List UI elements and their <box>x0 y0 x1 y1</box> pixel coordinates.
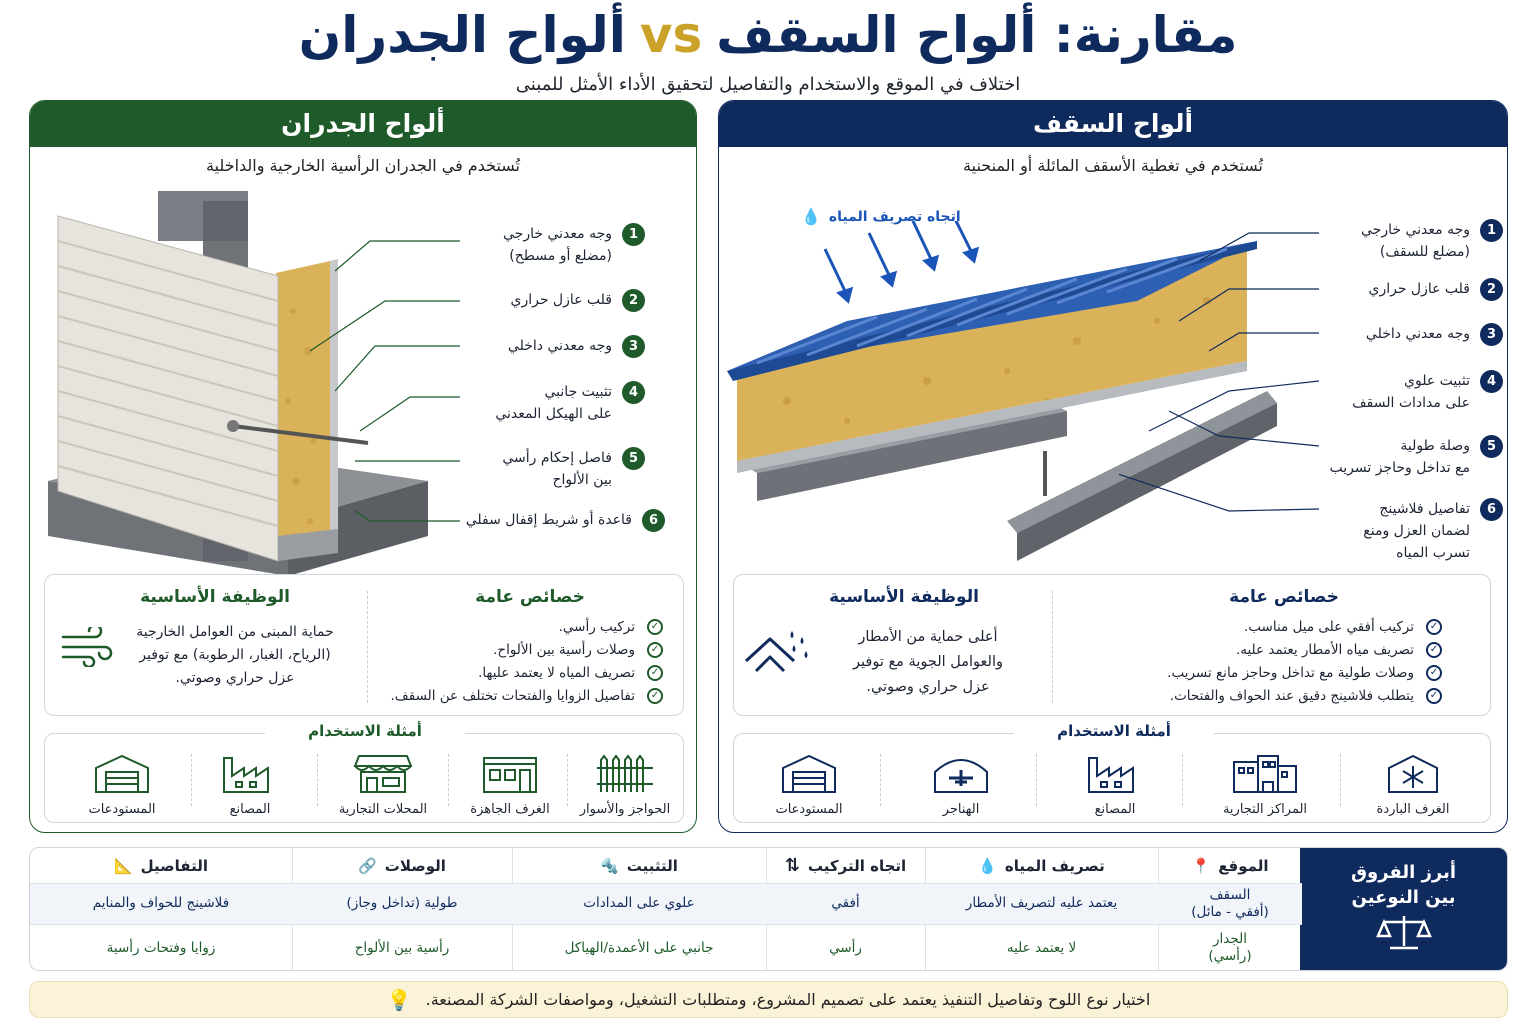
column-header-joints-text: الوصلات <box>384 856 446 875</box>
differences-table <box>29 847 1508 971</box>
roof-example-factories-label: المصانع <box>1094 802 1136 817</box>
roof-label-4-line2: على مدادات السقف <box>1352 395 1470 411</box>
wall-feature-1-text: تركيب رأسي. <box>558 619 635 635</box>
wall-row-location: الجدار (رأسي) <box>1208 931 1252 964</box>
wall-header: ألواح الجدران <box>30 101 696 147</box>
chain-link-icon: 🔗 <box>358 856 377 875</box>
wall-row-fixing: جانبي على الأعمدة/الهياكل <box>564 939 714 956</box>
wall-label-5-line1: فاصل إحكام رأسي <box>502 450 612 466</box>
roof-label-6-number: 6 <box>1480 498 1503 521</box>
check-icon: ✓ <box>647 688 663 704</box>
roof-feature-2-text: تصريف مياه الأمطار يعتمد عليه. <box>1235 642 1414 658</box>
wall-label-5-number: 5 <box>622 447 645 470</box>
roof-label-2 <box>1323 278 1503 301</box>
wall-feature-1 <box>559 619 663 635</box>
roof-label-4 <box>1323 370 1503 414</box>
wall-example-warehouse <box>67 752 177 817</box>
title-roof: مقارنة: ألواح السقف <box>716 6 1238 64</box>
drainage-direction-text: اتجاه تصريف المياه <box>828 208 961 225</box>
wall-example-fences-label: الحواجز والأسوار <box>579 802 671 817</box>
roof-example-hangars <box>906 752 1016 817</box>
roof-example-malls <box>1200 752 1330 817</box>
wall-example-factories <box>195 752 305 817</box>
check-icon: ✓ <box>1426 619 1442 635</box>
check-icon: ✓ <box>1426 665 1442 681</box>
page-subtitle: اختلاف في الموقع والاستخدام والتفاصيل لتحقيق الأداء الأمثل للمبنى <box>515 74 1021 95</box>
screw-icon: 🔩 <box>600 856 619 875</box>
wall-row-joints: رأسية بين الألواح <box>354 939 450 956</box>
wall-example-warehouse-label: المستودعات <box>88 802 156 817</box>
roof-row-details: فلاشينج للحواف والمنايم <box>92 895 230 911</box>
roof-label-1-line2: (مضلع للسقف) <box>1379 244 1470 260</box>
column-header-location <box>1158 848 1302 883</box>
cold-room-icon <box>1383 752 1443 794</box>
roof-label-5-line1: وصلة طولية <box>1400 438 1470 454</box>
divider <box>1182 754 1183 806</box>
wall-panels-card <box>29 100 697 833</box>
wall-label-1 <box>465 223 645 267</box>
wall-function-line-2: (الرياح، الغبار، الرطوبة) مع توفير <box>139 647 331 663</box>
wall-example-prefab-rooms-label: الغرف الجاهزة <box>470 802 550 817</box>
check-icon: ✓ <box>647 619 663 635</box>
roof-label-6-line3: تسرب المياه <box>1396 545 1470 561</box>
wall-function-text <box>115 621 355 690</box>
wall-label-4-number: 4 <box>622 381 645 404</box>
wall-info-box <box>44 574 684 716</box>
roof-label-5 <box>1323 435 1503 479</box>
roof-header: ألواح السقف <box>719 101 1507 147</box>
roof-info-box <box>733 574 1491 716</box>
roof-example-factories <box>1060 752 1170 817</box>
roof-function-title: الوظيفة الأساسية <box>829 587 979 607</box>
roof-label-6 <box>1323 498 1503 564</box>
wall-feature-2-text: وصلات رأسية بين الألواح. <box>493 642 635 658</box>
roof-row-location: السقف (أفقي - مائل) <box>1191 886 1269 920</box>
wall-label-6 <box>465 509 665 532</box>
roof-feature-4 <box>1170 688 1442 704</box>
divider <box>367 591 368 703</box>
wall-label-5 <box>465 447 645 491</box>
wall-feature-2 <box>493 642 663 658</box>
hangar-icon <box>931 752 991 794</box>
roof-row-direction: أفقي <box>831 895 860 911</box>
wall-leader-lines <box>290 231 470 531</box>
wall-label-1-line1: وجه معدني خارجي <box>503 226 612 242</box>
column-header-drainage-text: تصريف المياه <box>1004 856 1105 875</box>
roof-label-1-line1: وجه معدني خارجي <box>1361 222 1470 238</box>
roof-example-hangars-label: الهناجر <box>942 802 980 817</box>
wall-description: تُستخدم في الجدران الرأسية الخارجية والداخلية <box>205 156 520 175</box>
roof-label-4-number: 4 <box>1480 370 1503 393</box>
wall-examples-title: أمثلة الاستخدام <box>265 722 465 740</box>
wall-label-2-number: 2 <box>622 289 645 312</box>
column-header-details-text: التفاصيل <box>140 856 209 875</box>
wall-example-prefab-rooms <box>455 752 565 817</box>
fence-icon <box>595 752 655 794</box>
roof-label-3-line1: وجه معدني داخلي <box>1365 326 1470 342</box>
wall-function-line-1: حماية المبنى من العوامل الخارجية <box>136 624 334 640</box>
wall-label-3 <box>465 335 645 358</box>
divider <box>1036 754 1037 806</box>
shop-icon <box>353 752 413 794</box>
wall-label-6-number: 6 <box>642 509 665 532</box>
column-header-direction <box>766 848 925 883</box>
roof-row-joints: طولية (تداخل وجاز) <box>346 895 458 911</box>
column-header-details <box>30 848 292 883</box>
wall-label-2 <box>465 289 645 312</box>
wall-label-5-line2: بين الألواح <box>552 472 612 488</box>
title-wall: ألواح الجدران <box>298 6 626 64</box>
wall-label-4 <box>465 381 645 425</box>
roof-leader-lines <box>1119 221 1319 521</box>
divider <box>1340 754 1341 806</box>
divider <box>448 754 449 806</box>
roof-label-5-line2: مع تداخل وحاجز تسريب <box>1329 460 1470 476</box>
divider <box>567 754 568 806</box>
wall-function-line-3: عزل حراري وصوتي. <box>175 670 295 686</box>
roof-description: تُستخدم في تغطية الأسقف المائلة أو المنحنية <box>963 156 1263 175</box>
commercial-center-icon <box>1230 752 1300 794</box>
table-caption <box>1300 848 1507 971</box>
roof-label-2-number: 2 <box>1480 278 1503 301</box>
roof-row-fixing: علوي على المدادات <box>583 895 695 911</box>
divider <box>1052 591 1053 703</box>
wall-example-shops-label: المحلات التجارية <box>338 802 428 817</box>
title-vs: vs <box>639 6 703 64</box>
roof-label-1-number: 1 <box>1480 219 1503 242</box>
table-caption-line-2: بين النوعين <box>1351 887 1456 908</box>
wall-label-6-line1: قاعدة أو شريط إقفال سفلي <box>465 512 632 528</box>
column-header-joints <box>292 848 512 883</box>
rain-roof-icon <box>742 621 814 681</box>
column-header-fixing-text: التثبيت <box>626 856 678 875</box>
lightbulb-icon: 💡 <box>386 987 412 1012</box>
wall-feature-3-text: تصريف المياه لا يعتمد عليها. <box>478 665 635 681</box>
wall-row-direction: رأسي <box>829 939 862 956</box>
wall-example-factories-label: المصانع <box>229 802 271 817</box>
wall-label-1-line2: (مضلع أو مسطح) <box>509 248 612 264</box>
roof-feature-1-text: تركيب أفقي على ميل مناسب. <box>1244 619 1414 635</box>
roof-function-line-3: عزل حراري وصوتي. <box>866 679 990 695</box>
divider <box>880 754 881 806</box>
roof-example-cold-rooms <box>1358 752 1468 817</box>
column-header-location-text: الموقع <box>1218 856 1269 875</box>
location-pin-icon: 📍 <box>1191 856 1211 875</box>
roof-function-line-1: أعلى حماية من الأمطار <box>858 629 998 645</box>
factory-icon <box>1085 752 1145 794</box>
wall-label-1-number: 1 <box>622 223 645 246</box>
wall-label-4-line2: على الهيكل المعدني <box>495 406 612 422</box>
prefab-room-icon <box>480 752 540 794</box>
page-title <box>0 6 1536 64</box>
check-icon: ✓ <box>1426 642 1442 658</box>
water-drop-icon: 💧 <box>978 856 997 875</box>
wall-label-4-line1: تثبيت جانبي <box>544 384 612 400</box>
wall-row-drainage: لا يعتمد عليه <box>1006 939 1077 956</box>
wall-label-3-number: 3 <box>622 335 645 358</box>
footer-note-text: اختيار نوع اللوح وتفاصيل التنفيذ يعتمد على تصميم المشروع، ومتطلبات التشغيل، ومواصفات الشركة المصنعة. <box>425 990 1151 1009</box>
warehouse-icon <box>779 752 839 794</box>
roof-function-line-2: والعوامل الجوية مع توفير <box>853 654 1003 670</box>
wall-feature-4-text: تفاصيل الزوايا والفتحات تختلف عن السقف. <box>390 688 635 704</box>
wall-label-3-line1: وجه معدني داخلي <box>507 338 612 354</box>
roof-function-text <box>818 625 1038 700</box>
roof-label-3 <box>1323 323 1503 346</box>
factory-icon <box>220 752 280 794</box>
roof-label-1 <box>1323 219 1503 263</box>
roof-example-warehouse <box>754 752 864 817</box>
roof-row-drainage: يعتمد عليه لتصريف الأمطار <box>965 895 1118 911</box>
warehouse-icon <box>92 752 152 794</box>
up-down-arrows-icon: ⇅ <box>784 855 800 876</box>
roof-examples-box <box>733 722 1491 823</box>
wall-row-details: زوايا وفتحات رأسية <box>106 939 216 956</box>
wall-function-title: الوظيفة الأساسية <box>140 587 290 607</box>
roof-example-malls-label: المراكز التجارية <box>1222 802 1308 817</box>
roof-feature-2 <box>1236 642 1442 658</box>
roof-label-3-number: 3 <box>1480 323 1503 346</box>
roof-label-5-number: 5 <box>1480 435 1503 458</box>
roof-label-4-line1: تثبيت علوي <box>1404 373 1470 389</box>
roof-examples-title: أمثلة الاستخدام <box>1014 722 1214 740</box>
roof-feature-3 <box>1167 665 1442 681</box>
check-icon: ✓ <box>647 665 663 681</box>
water-drop-icon: 💧 <box>801 207 821 226</box>
wind-icon <box>59 627 115 667</box>
column-header-drainage <box>925 848 1158 883</box>
wall-features-title: خصائص عامة <box>475 587 585 607</box>
roof-example-warehouse-label: المستودعات <box>775 802 843 817</box>
wall-example-fences <box>570 752 680 817</box>
wall-examples-box <box>44 722 684 823</box>
wall-feature-4 <box>390 688 663 704</box>
wall-feature-3 <box>478 665 663 681</box>
roof-feature-4-text: يتطلب فلاشينج دقيق عند الحواف والفتحات. <box>1169 688 1414 704</box>
roof-label-6-line2: لضمان العزل ومنع <box>1363 523 1470 539</box>
balance-scale-icon <box>1376 912 1432 952</box>
roof-panels-card <box>718 100 1508 833</box>
table-caption-line-1: أبرز الفروق <box>1350 862 1457 883</box>
roof-feature-3-text: وصلات طولية مع تداخل وحاجز مانع تسريب. <box>1167 665 1414 681</box>
check-icon: ✓ <box>1426 688 1442 704</box>
roof-example-cold-rooms-label: الغرف الباردة <box>1376 802 1450 817</box>
roof-label-6-line1: تفاصيل فلاشينج <box>1379 501 1470 517</box>
column-header-direction-text: اتجاه التركيب <box>807 856 907 875</box>
column-header-fixing <box>512 848 766 883</box>
wall-label-2-line1: قلب عازل حراري <box>510 292 612 308</box>
footer-note <box>29 981 1508 1018</box>
wall-example-shops <box>323 752 443 817</box>
roof-features-title: خصائص عامة <box>1229 587 1339 607</box>
blueprint-icon: 📐 <box>113 856 133 875</box>
check-icon: ✓ <box>647 642 663 658</box>
divider <box>317 754 318 806</box>
roof-feature-1 <box>1244 619 1442 635</box>
roof-label-2-line1: قلب عازل حراري <box>1368 281 1470 297</box>
divider <box>191 754 192 806</box>
